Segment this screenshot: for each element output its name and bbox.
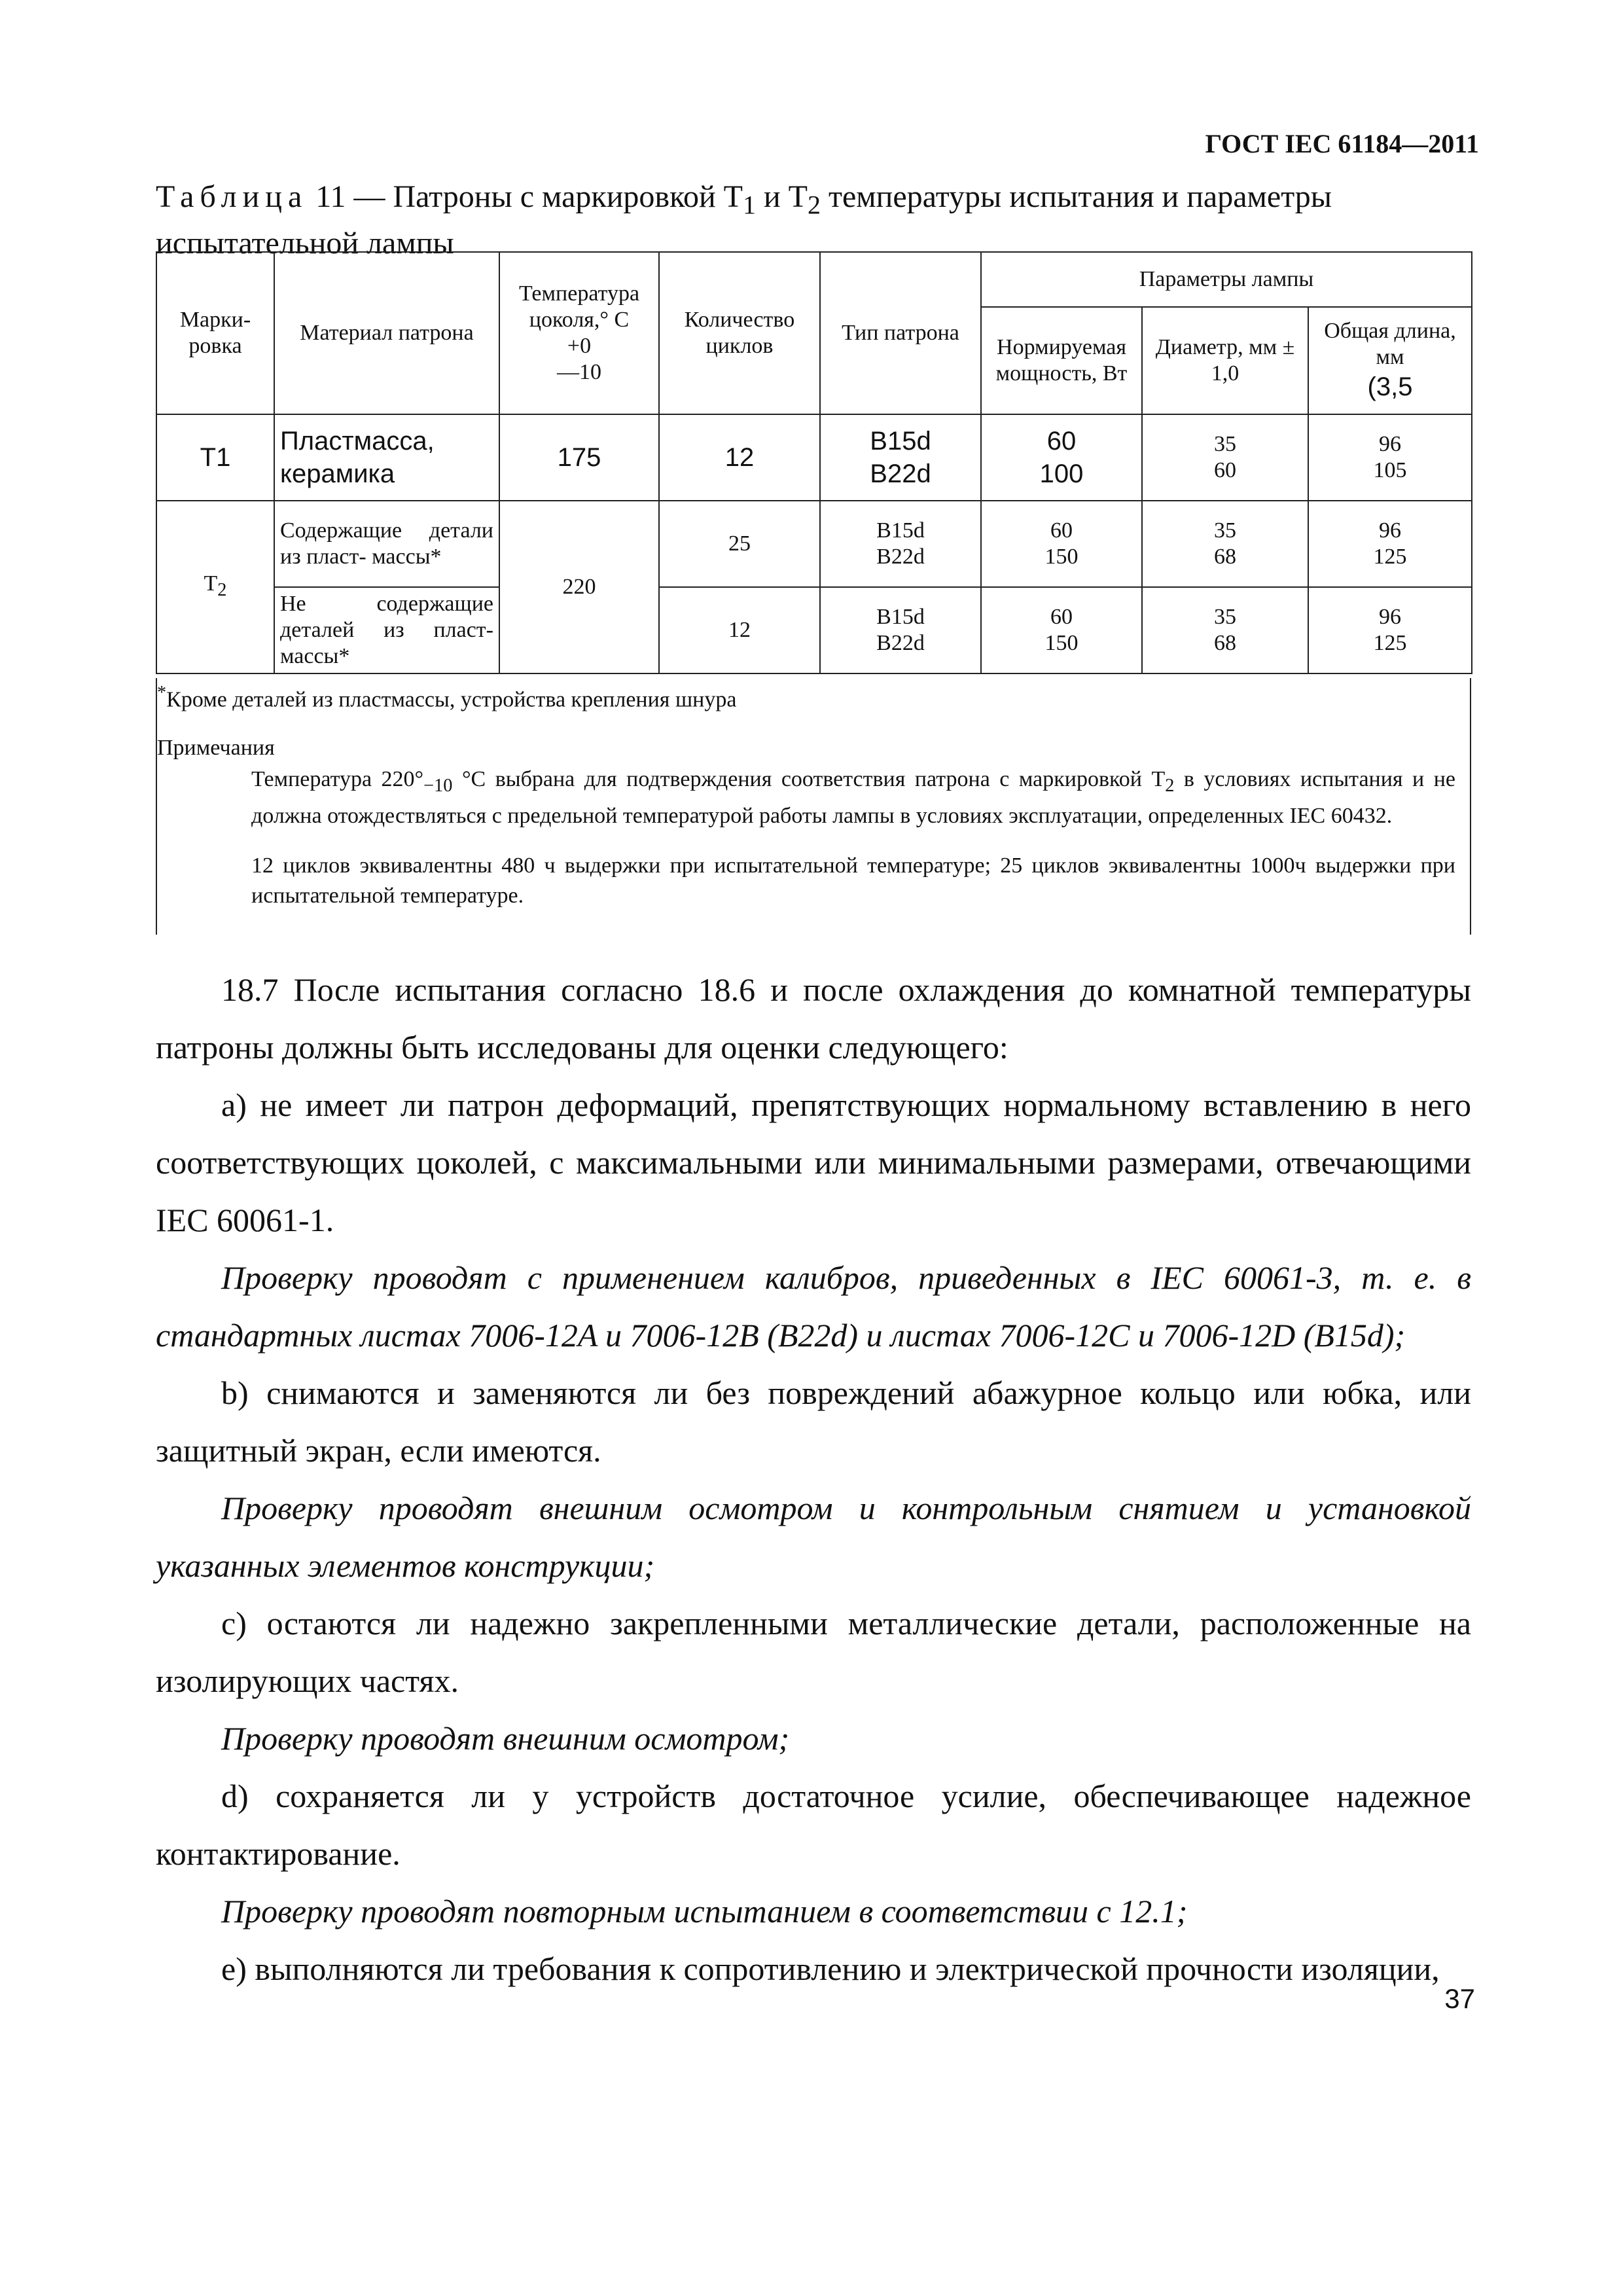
header-diameter: Диаметр, мм ± 1,0 xyxy=(1142,307,1308,414)
value: Температура 220° xyxy=(251,767,424,791)
document-header: ГОСТ IEC 61184—2011 xyxy=(1205,129,1479,158)
cell-temp-r1: 175 xyxy=(499,414,659,501)
value: В22d xyxy=(870,459,931,488)
caption-sub-1: 1 xyxy=(742,190,756,220)
table-row xyxy=(156,414,1472,501)
cell-material-r3: Не содержащие деталей из пласт- массы* xyxy=(274,587,499,673)
header-power: Нормируемая мощность, Вт xyxy=(981,307,1142,414)
value: 96 xyxy=(1379,605,1401,629)
value: 60 xyxy=(1214,458,1236,482)
value: B22d xyxy=(876,545,925,569)
value: 105 xyxy=(1373,458,1407,482)
value: 125 xyxy=(1373,631,1407,655)
value: 100 xyxy=(1039,459,1084,488)
value: 60 xyxy=(1050,518,1073,543)
header-temperature xyxy=(499,252,659,414)
cell-temp-t2: 220 xyxy=(499,501,659,673)
caption-text-1: 11 — Патроны с маркировкой Т xyxy=(308,179,743,214)
cell-type-r2 xyxy=(820,501,981,587)
paragraph-item-a: а) не имеет ли патрон деформаций, препятствующих нормальному вставлению в него соответствующих цоколей, с максимальными или минимальными размерами, отвечающими IEC 60061-1. xyxy=(156,1086,1471,1238)
cell-diam-r2 xyxy=(1142,501,1308,587)
cell-length-r1 xyxy=(1308,414,1472,501)
header-lamp-params: Параметры лампы xyxy=(981,252,1472,307)
value: 60 xyxy=(1050,605,1073,629)
cell-diam-r3 xyxy=(1142,587,1308,673)
value: Т xyxy=(204,571,218,596)
value: B15d xyxy=(876,518,925,543)
value: 150 xyxy=(1044,631,1079,655)
header-temperature-line2: +0 xyxy=(567,334,592,358)
header-length-tolerance: (3,5 xyxy=(1367,372,1413,401)
caption-text-2: и Т xyxy=(755,179,808,214)
value: 68 xyxy=(1214,631,1236,655)
header-marking: Марки-ровка xyxy=(156,252,274,414)
cell-diam-r1 xyxy=(1142,414,1308,501)
paragraph-item-c: c) остаются ли надежно закрепленными металлические детали, расположенные на изолирующих частях. xyxy=(156,1605,1471,1699)
value: 60 xyxy=(1046,427,1077,456)
page-number: 37 xyxy=(1444,1983,1475,2014)
value: B15d xyxy=(876,605,925,629)
paragraph-check-b: Проверку проводят внешним осмотром и контрольным снятием и установкой указанных элементов конструкции; xyxy=(156,1490,1471,1584)
cell-power-r3 xyxy=(981,587,1142,673)
value: 150 xyxy=(1044,545,1079,569)
cell-mark-t1: Т1 xyxy=(156,414,274,501)
cell-material-r2: Содержащие детали из пласт- массы* xyxy=(274,501,499,587)
table-caption xyxy=(156,178,1471,262)
caption-label: Таблица xyxy=(156,179,308,214)
header-temperature-line1: Температура цоколя,° С xyxy=(518,281,640,332)
paragraph-item-d: d) сохраняется ли у устройств достаточное усилие, обеспечивающее надежное контактирование. xyxy=(156,1778,1471,1872)
cell-length-r2 xyxy=(1308,501,1472,587)
value: 2 xyxy=(1165,775,1175,796)
value: В15d xyxy=(870,427,931,456)
cell-power-r1 xyxy=(981,414,1142,501)
header-length xyxy=(1308,307,1472,414)
cell-length-r3 xyxy=(1308,587,1472,673)
cell-cycles-r2: 25 xyxy=(659,501,820,587)
value: 125 xyxy=(1373,545,1407,569)
cell-material-r1: Пластмасса, керамика xyxy=(274,414,499,501)
header-material: Материал патрона xyxy=(274,252,499,414)
paragraph-18-7: 18.7 После испытания согласно 18.6 и после охлаждения до комнатной температуры патроны должны быть исследованы для оценки следующего: xyxy=(156,971,1471,1066)
header-cycles: Количество циклов xyxy=(659,252,820,414)
footnote-mark: * xyxy=(157,683,167,703)
caption-sub-2: 2 xyxy=(807,190,821,220)
paragraph-check-c: Проверку проводят внешним осмотром; xyxy=(221,1720,790,1757)
value: °С выбрана для подтверждения соответствия патрона с маркировкой Т xyxy=(452,767,1166,791)
value: 96 xyxy=(1379,518,1401,543)
footnote-text: Кроме деталей из пластмассы, устройства крепления шнура xyxy=(166,687,737,712)
body-text xyxy=(156,961,1471,1998)
paragraph-item-e: е) выполняются ли требования к сопротивлению и электрической прочности изоляции, xyxy=(221,1950,1440,1987)
cell-mark-t2 xyxy=(156,501,274,673)
paragraph-check-a: Проверку проводят с применением калибров, приведенных в IEC 60061-3, т. е. в стандартных листах 7006-12A и 7006-12B (B22d) и листах 7006-12C и 7006-12D (B15d); xyxy=(156,1259,1471,1354)
table-11 xyxy=(156,251,1472,674)
cell-type-r1 xyxy=(820,414,981,501)
header-length-label: Общая длина, мм xyxy=(1324,319,1456,369)
caption-text-3: температуры испытания и параметры испытательной лампы xyxy=(156,179,1332,260)
paragraph-check-d: Проверку проводят повторным испытанием в соответствии с 12.1; xyxy=(221,1893,1188,1929)
header-temperature-line3: —10 xyxy=(557,360,601,384)
table-row xyxy=(156,587,1472,673)
cell-cycles-r1: 12 xyxy=(659,414,820,501)
table-notes xyxy=(156,678,1471,935)
value: 35 xyxy=(1214,605,1236,629)
value: B22d xyxy=(876,631,925,655)
note-2: 12 циклов эквивалентны 480 ч выдержки при испытательной температуре; 25 циклов эквивалентны 1000ч выдержки при испытательной температуре. xyxy=(251,853,1455,908)
value: −10 xyxy=(423,775,453,796)
value: 68 xyxy=(1214,545,1236,569)
value: 96 xyxy=(1379,432,1401,456)
header-type: Тип патрона xyxy=(820,252,981,414)
note-1 xyxy=(251,764,1455,831)
value: в условиях испытания и не должна отождествляться с предельной температурой работы лампы в условиях эксплуатации, определенных IEC 60432. xyxy=(251,767,1455,828)
cell-cycles-r3: 12 xyxy=(659,587,820,673)
notes-heading: Примечания xyxy=(157,736,275,760)
value: 35 xyxy=(1214,432,1236,456)
cell-type-r3 xyxy=(820,587,981,673)
table-row xyxy=(156,501,1472,587)
paragraph-item-b: b) снимаются и заменяются ли без повреждений абажурное кольцо или юбка, или защитный экран, если имеются. xyxy=(156,1374,1471,1469)
cell-power-r2 xyxy=(981,501,1142,587)
table-footnote xyxy=(157,678,736,715)
value: 2 xyxy=(217,579,227,600)
value: 35 xyxy=(1214,518,1236,543)
